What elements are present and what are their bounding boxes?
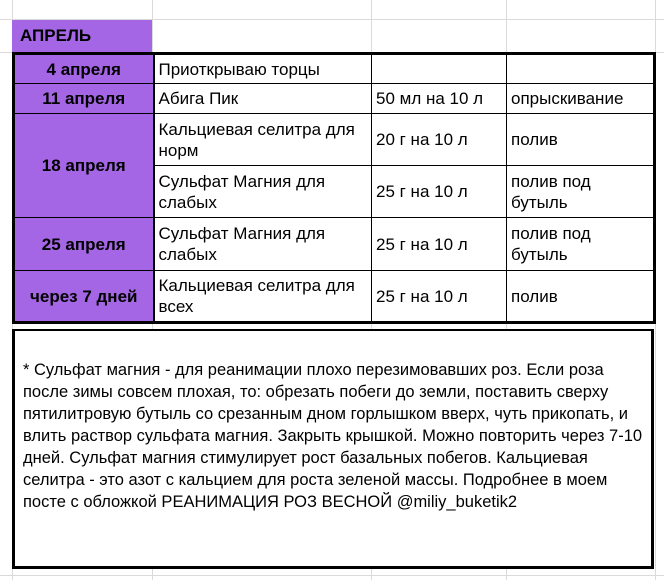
method-cell: опрыскивание [507, 84, 655, 114]
method-cell: полив [507, 271, 655, 323]
treatment-cell: Сульфат Магния для слабых [154, 166, 372, 218]
date-cell: 18 апреля [14, 114, 154, 218]
treatment-cell: Приоткрываю торцы [154, 54, 372, 84]
footnote-box [12, 329, 654, 569]
method-cell: полив [507, 114, 655, 166]
method-cell: полив под бутыль [507, 166, 655, 218]
date-cell: 25 апреля [14, 218, 154, 271]
month-header: АПРЕЛЬ [12, 20, 152, 52]
method-cell [507, 54, 655, 84]
dose-cell: 25 г на 10 л [372, 166, 507, 218]
treatment-cell: Кальциевая селитра для всех [154, 271, 372, 323]
date-cell: 4 апреля [14, 54, 154, 84]
dose-cell: 25 г на 10 л [372, 218, 507, 271]
dose-cell: 25 г на 10 л [372, 271, 507, 323]
dose-cell: 20 г на 10 л [372, 114, 507, 166]
table-row [14, 84, 655, 114]
date-cell: 11 апреля [14, 84, 154, 114]
method-cell: полив под бутыль [507, 218, 655, 271]
dose-cell: 50 мл на 10 л [372, 84, 507, 114]
table-row [14, 54, 655, 84]
treatment-cell: Сульфат Магния для слабых [154, 218, 372, 271]
schedule-table [12, 52, 656, 324]
table-row [14, 114, 655, 166]
table-row [14, 218, 655, 271]
table-row [14, 271, 655, 323]
treatment-cell: Абига Пик [154, 84, 372, 114]
dose-cell [372, 54, 507, 84]
footnote-text: * Сульфат магния - для реанимации плохо перезимовавших роз. Если роза после зимы совсем плохая, то: обрезать побеги до земли, поставить сверху пятилитровую бутыль со срезанным дном горлышком вверх, чуть прикопать, и влить раствор сульфата магния. Закрыть крышкой. Можно повторить через 7-10 дней. Сульфат магния стимулирует рост базальных побегов. Кальциевая селитра - это азот с кальцием для роста зеленой массы. Подробнее в моем посте с обложкой РЕАНИМАЦИЯ РОЗ ВЕСНОЙ @miliy_buketik2 [23, 361, 643, 511]
date-cell: через 7 дней [14, 271, 154, 323]
treatment-cell: Кальциевая селитра для норм [154, 114, 372, 166]
